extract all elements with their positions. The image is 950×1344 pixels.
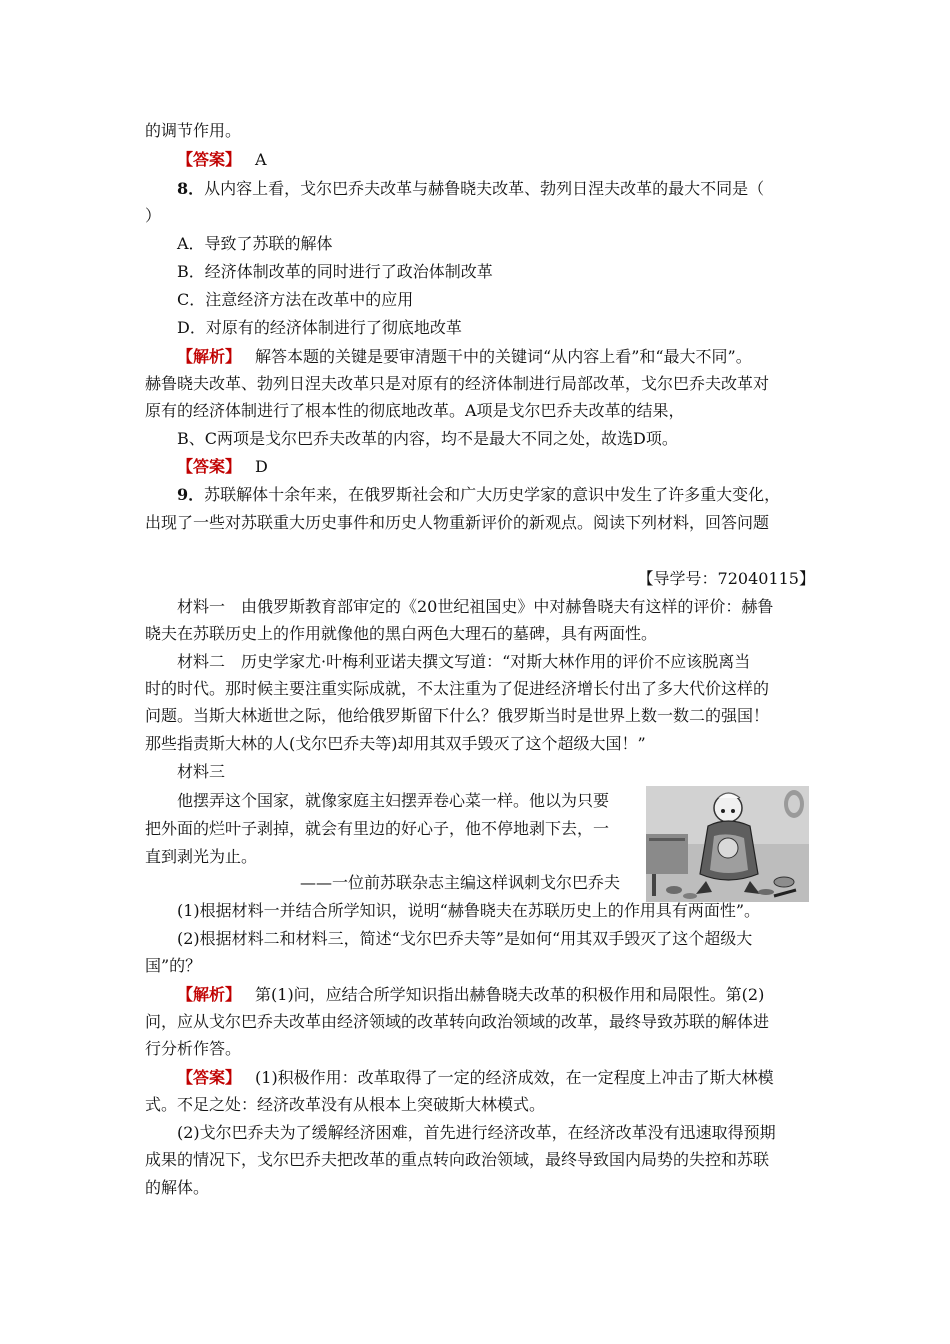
line-text: 他摆弄这个国家，就像家庭主妇摆弄卷心菜一样。他以为只要 (177, 791, 610, 810)
option-c (177, 286, 847, 313)
option-a (177, 230, 847, 257)
text-line (145, 952, 815, 979)
line-text: B、C两项是戈尔巴乔夫改革的内容，均不是最大不同之处，故选D项。 (177, 429, 678, 448)
question-9-part-1 (177, 897, 847, 924)
line-text: 成果的情况下，戈尔巴乔夫把改革的重点转向政治领域，最终导致国内局势的失控和苏联 (145, 1150, 770, 1169)
cartoon-woman-peeling-cabbage-icon (646, 786, 809, 902)
line-text: 出现了一些对苏联重大历史事件和历史人物重新评价的新观点。阅读下列材料，回答问题 (145, 513, 770, 532)
line-text: ） (145, 206, 162, 225)
answer-tag: 【答案】 (177, 1068, 242, 1087)
text-line (145, 702, 815, 729)
line-text: ——一位前苏联杂志主编这样讽刺戈尔巴乔夫 (300, 873, 621, 892)
text-line (145, 202, 815, 229)
line-text: 的解体。 (145, 1178, 210, 1197)
line-text: (2)戈尔巴乔夫为了缓解经济困难，首先进行经济改革，在经济改革没有迅速取得预期 (177, 1123, 776, 1142)
line-text: 材料一 由俄罗斯教育部审定的《20世纪祖国史》中对赫鲁晓夫有这样的评价：赫鲁 (177, 597, 774, 616)
line-text: (2)根据材料二和材料三，简述“戈尔巴乔夫等”是如何“用其双手毁灭了这个超级大 (177, 929, 753, 948)
analysis-tag: 【解析】 (177, 347, 242, 366)
question-8 (177, 175, 847, 202)
line-text: 问题。当斯大林逝世之际，他给俄罗斯留下什么？俄罗斯当时是世界上数一数二的强国！ (145, 706, 770, 725)
question-9 (177, 481, 847, 508)
analysis-9 (177, 981, 847, 1008)
text-line (145, 620, 815, 647)
text-line (145, 117, 815, 144)
answer-8 (177, 453, 847, 480)
line-text: 解答本题的关键是要审清题干中的关键词“从内容上看”和“最大不同”。 (255, 347, 752, 366)
text-line (145, 1035, 815, 1062)
line-text: 原有的经济体制进行了根本性的彻底地改革。A项是戈尔巴乔夫改革的结果， (145, 401, 685, 420)
question-9-part-2 (177, 925, 847, 952)
option-text: D．对原有的经济体制进行了彻底地改革 (177, 318, 462, 337)
answer-tag: 【答案】 (177, 457, 242, 476)
line-text: 时的时代。那时候主要注重实际成就，不太注重为了促进经济增长付出了多大代价这样的 (145, 679, 770, 698)
text-line (145, 1008, 815, 1035)
text-line (145, 1146, 815, 1173)
option-b (177, 258, 847, 285)
line-text: 那些指责斯大林的人(戈尔巴乔夫等)却用其双手毁灭了这个超级大国！” (145, 734, 646, 753)
analysis-8 (177, 343, 847, 370)
option-text: C．注意经济方法在改革中的应用 (177, 290, 414, 309)
material-2 (177, 648, 847, 675)
option-text: B．经济体制改革的同时进行了政治体制改革 (177, 262, 493, 281)
line-text: 第(1)问，应结合所学知识指出赫鲁晓夫改革的积极作用和局限性。第(2) (255, 985, 765, 1004)
text-line (145, 730, 815, 757)
material-3-title (177, 758, 847, 785)
line-text: 材料三 (177, 762, 226, 781)
line-text: 把外面的烂叶子剥掉，就会有里边的好心子，他不停地剥下去，一 (145, 819, 610, 838)
line-text: 直到剥光为止。 (145, 847, 258, 866)
line-text: (1)根据材料一并结合所学知识，说明“赫鲁晓夫在苏联历史上的作用具有两面性”。 (177, 901, 761, 920)
line-text: 的调节作用。 (145, 121, 242, 140)
answer-tag: 【答案】 (177, 150, 242, 169)
guide-text: 【导学号：72040115】 (637, 569, 815, 588)
analysis-tag: 【解析】 (177, 985, 242, 1004)
line-text: 国”的？ (145, 956, 202, 975)
material-3-source (300, 869, 640, 896)
line-text: 式。不足之处：经济改革没有从根本上突破斯大林模式。 (145, 1095, 546, 1114)
text-line (145, 1091, 815, 1118)
option-text: A．导致了苏联的解体 (177, 234, 333, 253)
line-text: 行分析作答。 (145, 1039, 242, 1058)
line-text: 问，应从戈尔巴乔夫改革由经济领域的改革转向政治领域的改革，最终导致苏联的解体进 (145, 1012, 770, 1031)
answer-7 (177, 146, 847, 173)
text-line (145, 509, 815, 536)
line-text: (1)积极作用：改革取得了一定的经济成效，在一定程度上冲击了斯大林模 (255, 1068, 774, 1087)
guide-number (145, 565, 815, 592)
line-text: 材料二 历史学家尤·叶梅利亚诺夫撰文写道：“对斯大林作用的评价不应该脱离当 (177, 652, 751, 671)
answer-value: D (255, 457, 268, 476)
text-line (145, 675, 815, 702)
text-line (145, 370, 815, 397)
text-line (145, 397, 815, 424)
question-text: 从内容上看，戈尔巴乔夫改革与赫鲁晓夫改革、勃列日涅夫改革的最大不同是（ (204, 179, 765, 198)
text-line (177, 1119, 847, 1146)
answer-9 (177, 1064, 847, 1091)
question-number: 9． (177, 485, 205, 504)
text-line (145, 1174, 815, 1201)
option-d (177, 314, 847, 341)
question-text: 苏联解体十余年来，在俄罗斯社会和广大历史学家的意识中发生了许多重大变化， (204, 485, 781, 504)
line-text: 晓夫在苏联历史上的作用就像他的黑白两色大理石的墓碑，具有两面性。 (145, 624, 658, 643)
line-text: 赫鲁晓夫改革、勃列日涅夫改革只是对原有的经济体制进行局部改革，戈尔巴乔夫改革对 (145, 374, 770, 393)
material-1 (177, 593, 847, 620)
answer-value: A (255, 150, 267, 169)
text-line (177, 425, 847, 452)
question-number: 8． (177, 179, 205, 198)
